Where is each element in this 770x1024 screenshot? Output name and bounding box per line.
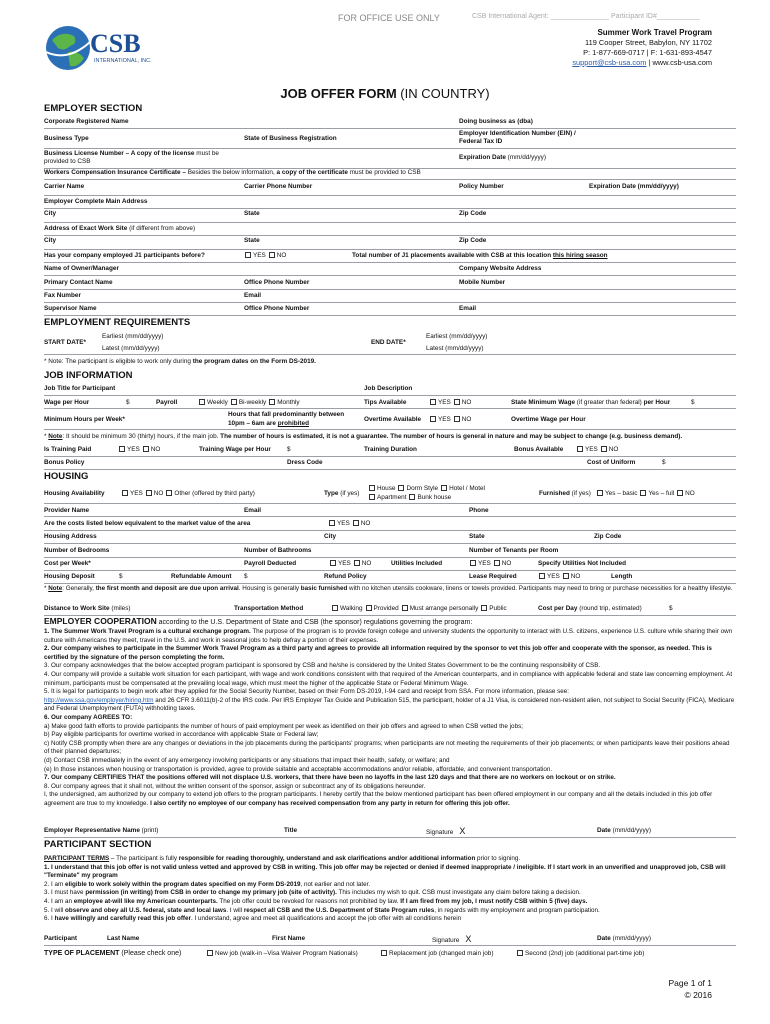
row-market[interactable]: Are the costs listed below equivalent to the market value of the area YES NO (44, 518, 736, 531)
utilities-no-checkbox[interactable] (494, 560, 500, 566)
agent-line: CSB International Agent: _______________ Participant ID#___________ (472, 13, 700, 20)
row-training[interactable]: Is Training Paid YES NO Training Wage per Hour $ Training Duration Bonus Available YES NO (44, 444, 736, 457)
end-latest: Latest (mm/dd/yyyy) (426, 345, 484, 352)
replacement-job-checkbox[interactable] (381, 950, 387, 956)
row-bedrooms[interactable]: Number of Bedrooms Number of Bathrooms Number of Tenants per Room (44, 545, 736, 558)
row-supervisor[interactable]: Supervisor Name Office Phone Number Email (44, 303, 736, 316)
bonus-yes-checkbox[interactable] (577, 446, 583, 452)
payroll-ded-yes-checkbox[interactable] (330, 560, 336, 566)
weekly-checkbox[interactable] (199, 399, 205, 405)
footer (669, 977, 712, 1001)
start-latest: Latest (mm/dd/yyyy) (102, 345, 160, 352)
market-yes-checkbox[interactable] (329, 520, 335, 526)
requirements-heading: EMPLOYMENT REQUIREMENTS (44, 317, 191, 328)
row-main-address[interactable] (44, 196, 736, 209)
zip-label: Zip Code (459, 210, 487, 217)
housing-no-checkbox[interactable] (146, 490, 152, 496)
state-registration-label: State of Business Registration (244, 135, 337, 142)
public-checkbox[interactable] (481, 605, 487, 611)
tips-yes-checkbox[interactable] (430, 399, 436, 405)
row-city-state-2[interactable]: City State Zip Code (44, 237, 736, 250)
hotel-checkbox[interactable] (441, 485, 447, 491)
total-j1-label: Total number of J1 placements available with CSB at this location this hiring season (352, 252, 608, 259)
row-business-type[interactable] (44, 129, 736, 149)
row-had-j1[interactable] (44, 250, 736, 263)
housing-note: * Note: Generally, the first month and deposit are due upon arrival. Housing is generally basic furnished with no kitchen utensils cookware, linens or towels provided. Participants may need to bring or purchase necessities for a healthy lifestyle. (44, 585, 733, 592)
tips-no-checkbox[interactable] (454, 399, 460, 405)
row-bonus-policy[interactable]: Bonus Policy Dress Code Cost of Uniform $ (44, 457, 736, 470)
housing-heading: HOUSING (44, 471, 89, 482)
ein-label-2: Federal Tax ID (459, 138, 503, 145)
org-contact-separator: | (646, 58, 653, 67)
utilities-yes-checkbox[interactable] (470, 560, 476, 566)
had-j1-yes-checkbox[interactable] (245, 252, 251, 258)
org-address: 119 Cooper Street, Babylon, NY 11702 (585, 38, 712, 47)
monthly-checkbox[interactable] (269, 399, 275, 405)
ssa-link[interactable]: http://www.ssa.gov/employer/hiring.htm (44, 696, 154, 704)
payroll-ded-no-checkbox[interactable] (354, 560, 360, 566)
had-j1-label: Has your company employed J1 participants before? (44, 252, 205, 259)
csb-logo (44, 22, 164, 74)
copyright: © 2016 (684, 990, 712, 1000)
walking-checkbox[interactable] (332, 605, 338, 611)
row-cost-week[interactable]: Cost per Week* Payroll Deducted YES NO Utilities Included YES NO Specify Utilities Not Included (44, 558, 736, 571)
carrier-phone-label: Carrier Phone Number (244, 183, 313, 190)
house-checkbox[interactable] (369, 485, 375, 491)
logo-subtext: INTERNATIONAL, INC. (94, 58, 152, 64)
participant-heading: PARTICIPANT SECTION (44, 839, 152, 850)
row-primary-contact[interactable]: Primary Contact Name Office Phone Number Mobile Number (44, 277, 736, 290)
job-info-heading: JOB INFORMATION (44, 370, 133, 381)
lease-no-checkbox[interactable] (563, 573, 569, 579)
must-arrange-checkbox[interactable] (402, 605, 408, 611)
row-participant-signature[interactable]: Participant Last Name First Name Signature X Date (mm/dd/yyyy) (44, 933, 736, 946)
row-housing-avail[interactable]: Housing Availability YES NO Other (offered by third party) Type (if yes) House Dorm Style Hotel / Motel Apartment Bunk house Furnished (if yes) Yes – basic Yes – full NO (44, 483, 736, 504)
org-info (572, 28, 712, 68)
main-address-label: Employer Complete Main Address (44, 198, 148, 205)
program-name: Summer Work Travel Program (597, 28, 712, 37)
apartment-checkbox[interactable] (369, 494, 375, 500)
row-dates[interactable] (44, 331, 736, 355)
row-min-hours[interactable]: Minimum Hours per Week* Hours that fall predominantly between 10pm – 6am are prohibited Overtime Available YES NO Overtime Wage per Hour (44, 410, 736, 430)
policy-expiration-label: Expiration Date (mm/dd/yyyy) (589, 183, 679, 190)
row-distance[interactable]: Distance to Work Site (miles) Transportation Method Walking Provided Must arrange personally Public Cost per Day (round trip, estimated) $ (44, 603, 736, 616)
second-job-checkbox[interactable] (517, 950, 523, 956)
row-provider[interactable]: Provider Name Email Phone (44, 505, 736, 517)
row-housing-address[interactable]: Housing Address City State Zip Code (44, 531, 736, 544)
bunk-checkbox[interactable] (409, 494, 415, 500)
training-yes-checkbox[interactable] (119, 446, 125, 452)
housing-other-checkbox[interactable] (166, 490, 172, 496)
form-title: JOB OFFER FORM (IN COUNTRY) (280, 86, 490, 101)
city-label: City (44, 210, 57, 217)
housing-yes-checkbox[interactable] (122, 490, 128, 496)
had-j1-options: YES NO (242, 252, 286, 259)
org-email-link[interactable]: support@csb-usa.com (572, 58, 647, 67)
license-label-2: provided to CSB (44, 158, 91, 165)
row-wage[interactable]: Wage per Hour $ Payroll Weekly Bi-weekly Monthly Tips Available YES NO State Minimum Wage (if greater than federal) per Hour $ (44, 397, 736, 409)
row-work-site[interactable]: Address of Exact Work Site (if different from above) (44, 223, 736, 236)
office-use-label: FOR OFFICE USE ONLY (338, 13, 440, 23)
row-license[interactable]: Business License Number – A copy of the license must be provided to CSB Expiration Date (mm/dd/yyyy) (44, 149, 736, 169)
row-city-state[interactable] (44, 210, 736, 223)
overtime-no-checkbox[interactable] (454, 416, 460, 422)
row-workers-comp: Workers Compensation Insurance Certificate – Besides the below information, a copy of the certificate must be provided to CSB (44, 169, 736, 180)
training-no-checkbox[interactable] (143, 446, 149, 452)
overtime-yes-checkbox[interactable] (430, 416, 436, 422)
lease-yes-checkbox[interactable] (539, 573, 545, 579)
start-date-label: START DATE* (44, 339, 87, 346)
bonus-no-checkbox[interactable] (601, 446, 607, 452)
cooperation-heading: EMPLOYER COOPERATION according to the U.S. Department of State and CSB (the sponsor) regulations governing the program: (44, 616, 473, 626)
market-no-checkbox[interactable] (353, 520, 359, 526)
page-number: Page 1 of 1 (668, 978, 712, 988)
end-earliest: Earliest (mm/dd/yyyy) (426, 333, 488, 340)
corp-name-label: Corporate Registered Name (44, 118, 129, 125)
license-expiration-label: Expiration Date (459, 154, 506, 161)
business-type-label: Business Type (44, 135, 89, 142)
carrier-name-label: Carrier Name (44, 183, 85, 190)
row-owner[interactable]: Name of Owner/Manager Company Website Address (44, 263, 736, 276)
furnished-basic-checkbox[interactable] (597, 490, 603, 496)
row-deposit[interactable]: Housing Deposit $ Refundable Amount $ Refund Policy Lease Required YES NO Length (44, 571, 736, 584)
row-employer-signature[interactable]: Employer Representative Name (print) Title Signature X Date (mm/dd/yyyy) (44, 826, 736, 838)
row-fax[interactable]: Fax Number Email (44, 290, 736, 303)
participant-terms: PARTICIPANT TERMS – The participant is fully responsible for reading thoroughly, understand and ask clarifications and/or additional information prior to signing. 1. I understand that this job offer is not valid unless vetted and approved by CSB in writing. This job offer may be rejected or denied if deemed inappropriate / ineligible. If I start work in an unverified and unapproved job, CSB will "Terminate" my program 2. I am eligible to work solely within the program dates specified on my Form DS-2019, not earlier and not later. 3. I must have permission (in writing) from CSB in order to change my primary job (site of activity). This includes my wish to quit. CSB must investigate any claim before taking a decision. 4. I am an employee at-will like my American counterparts. The job offer could be revoked for reasons not prohibited by law. If I am fired from my job, I must notify CSB within 5 (five) days. 5. I will observe and obey all U.S. federal, state and local laws. I will respect all CSB and the U.S. Department of State Program rules, in regards with my employment and program participation. 6. I have willingly and carefully read this job offer. I understand, agree and meet all qualifications and accept the job offer with all conditions herein (44, 855, 726, 923)
row-corp[interactable] (44, 118, 736, 129)
row-carrier[interactable] (44, 183, 736, 196)
row-placement-type[interactable]: TYPE OF PLACEMENT (Please check one) New job (walk-in –Visa Waiver Program Nationals) Replacement job (changed main job) Second (2nd) job (additional part-time job) (44, 950, 645, 957)
policy-number-label: Policy Number (459, 183, 504, 190)
end-date-label: END DATE* (371, 339, 406, 346)
state-label: State (244, 210, 260, 217)
dorm-checkbox[interactable] (398, 485, 404, 491)
cooperation-terms: 1. The Summer Work Travel Program is a cultural exchange program. The purpose of the program is to provide foreign college and university students the opportunity to interact with U.S. citizens, experience U.S. culture while sharing their own culture with Americans they meet, travel in the U.S. and work in seasonal jobs to help defray a portion of their expenses. 2. Our company wishes to participate in the Summer Work Travel Program as a third party and agrees to provide all information required by the sponsor to vet this job offer and cooperate with the sponsor, as needed. This is certified by the signature of the person completing the form. 3. Our company acknowledges that the below accepted program participant is sponsored by CSB and he/she is considered by the United States Government to be the continuing responsibility of CSB. 4. Our company will provide a suitable work situation for each participant, with wage and work conditions consistent with that required of the American counterparts, and in compliance with applicable federal and state law concerning employment. At minimum, participants must be compensated at the prevailing local wage, which must meet the higher of the applicable State or Federal Minimum Wage. 5. It is legal for participants to begin work after they applied for the Social Security Number, based on their Form DS-2019, I-94 card and receipt from SSA. For more information, please see: http://www.ssa.gov/employer/hiring.htm and 26 CFR 3.6011(b)-2 of the IRS code. Per IRS Employer Tax Guide and Publication 515, the participant, holder of a J1 Visa, is considered non-resident alien, not subject to Social Security (FICA), Medicare and Federal Unemployment (FUTA) withholding taxes. 6. Our company AGREES TO: a) Make good faith efforts to provide participants the number of hours of paid employment per week as identified on their job offers and agreed to when CSB vetted the jobs; b) Pay eligible participants for overtime worked in accordance with applicable State or Federal law; c) Notify CSB promptly when there are any changes or deviations in the job placements during the participants' programs; when participants are not meeting the requirements of their job placements; or when participants leave their positions ahead of their planned departures; (d) Contact CSB immediately in the event of any emergency involving participants or any situations that impact their health, safety, or welfare; and (e) In those instances when housing or transportation is provided, agree to provide suitable and acceptable accommodations and/or reliable, affordable, and convenient transportation. 7. Our company CERTIFIES THAT the positions offered will not displace U.S. workers, that there have been no layoffs in the last 120 days and that there are no workers on lockout or on strike. 8. Our company agrees that it shall not, without the written consent of the sponsor, assign or subcontract any of its obligations hereunder. I, the undersigned, am authorized by our company to extend job offers to the program participants. I hereby certify that the below mentioned participant has been offered employment in our company and all the details included in this job offer agreement are true to my knowledge. I also certify no employee of our company has received compensation from any party in return for offering this job offer. (44, 628, 735, 807)
row-job-title[interactable]: Job Title for Participant Job Description (44, 385, 736, 396)
furnished-no-checkbox[interactable] (677, 490, 683, 496)
org-website[interactable]: www.csb-usa.com (652, 58, 712, 67)
new-job-checkbox[interactable] (207, 950, 213, 956)
job-note: * Note: It should be minimum 30 (thirty) hours, if the main job. The number of hours is estimated, it is not a guarantee. The number of hours is general in nature and may be subject to change (e.g. business demand). (44, 433, 683, 440)
logo-text: CSB (90, 29, 141, 58)
had-j1-no-checkbox[interactable] (269, 252, 275, 258)
requirements-note: * Note: The participant is eligible to work only during the program dates on the Form DS-2019. (44, 358, 316, 365)
biweekly-checkbox[interactable] (231, 399, 237, 405)
start-earliest: Earliest (mm/dd/yyyy) (102, 333, 164, 340)
employer-section-heading: EMPLOYER SECTION (44, 103, 143, 114)
license-label: Business License Number – A copy of the license (44, 150, 195, 157)
provided-checkbox[interactable] (366, 605, 372, 611)
ein-label: Employer Identification Number (EIN) / (459, 130, 576, 137)
org-phone: P: 1-877-669-0717 | F: 1-631-893-4547 (583, 48, 712, 57)
furnished-full-checkbox[interactable] (640, 490, 646, 496)
dba-label: Doing business as (dba) (459, 118, 533, 125)
